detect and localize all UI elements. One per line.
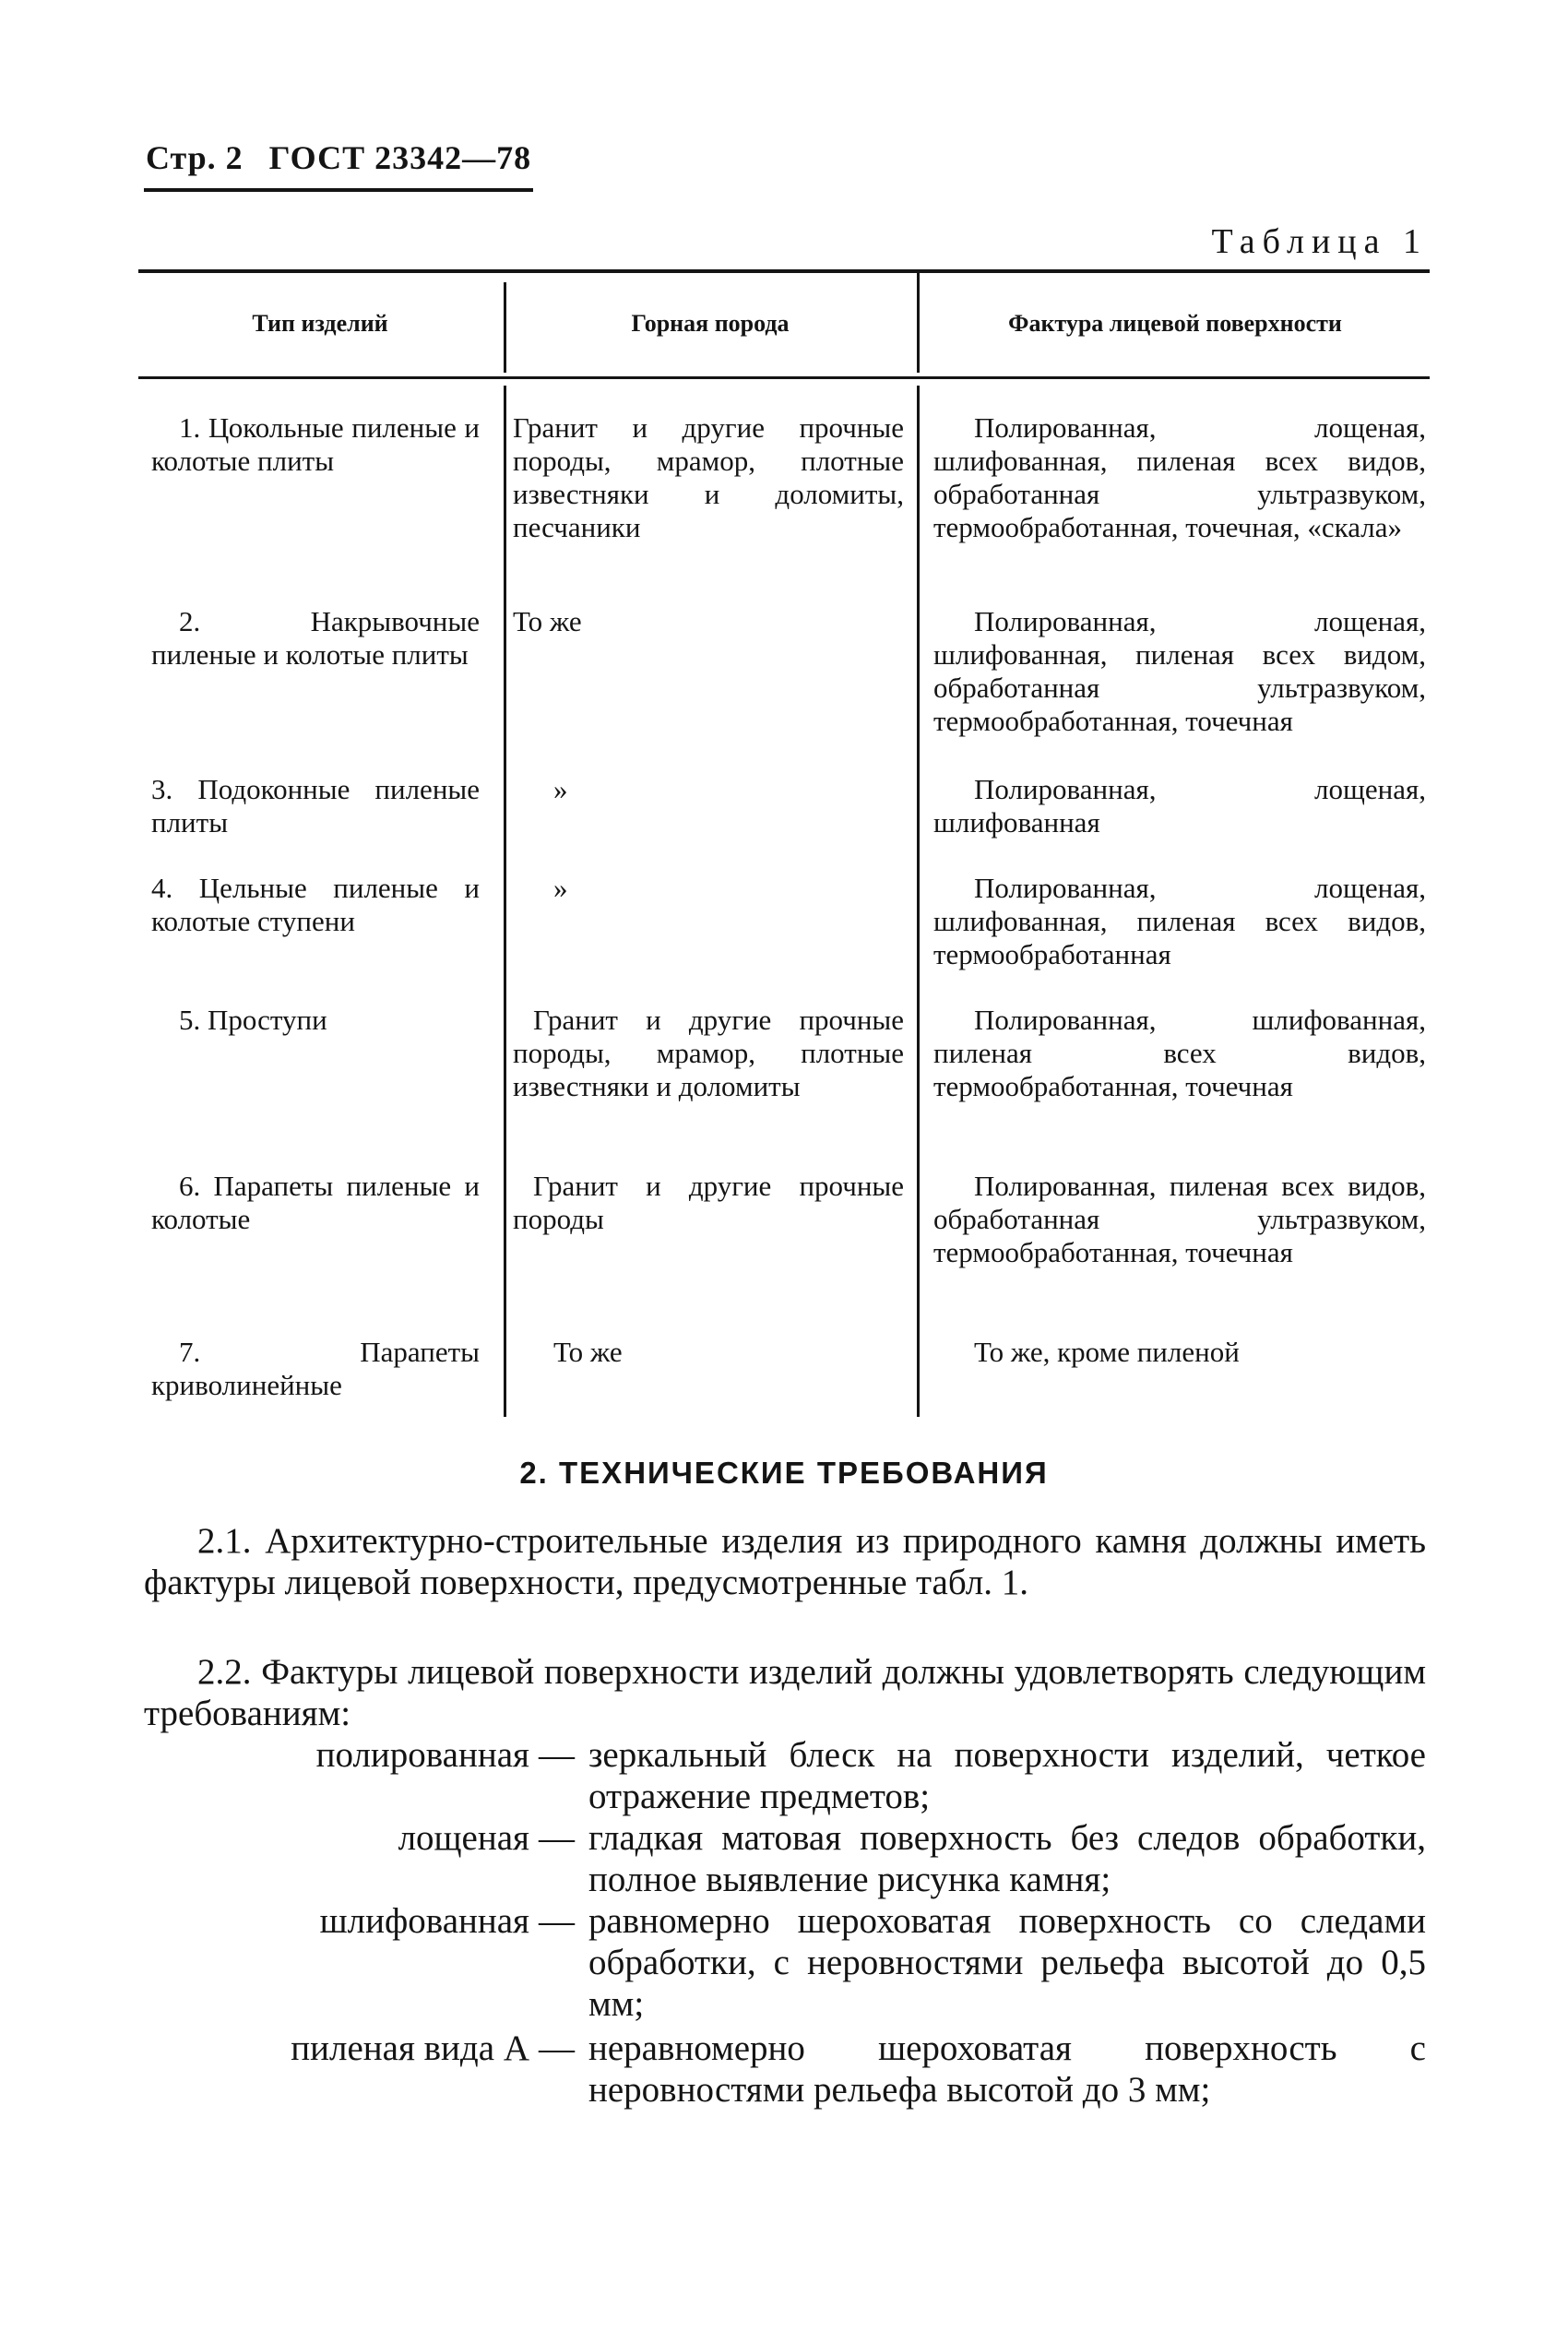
cell-type: 1. Цокольные пиленые и колотые плиты xyxy=(151,411,480,477)
cell-rock: То же xyxy=(513,605,582,637)
requirement-definition: гладкая матовая поверхность без следов обработки, полное выявление рисунка камня; xyxy=(588,1818,1426,1899)
table-column-divider xyxy=(504,386,506,1417)
requirement-dash: — xyxy=(539,2028,575,2068)
requirement-definition: неравномерно шероховатая поверхность с неровностями рельефа высотой до 3 мм; xyxy=(588,2028,1426,2110)
table-header-rule xyxy=(138,376,1430,379)
requirement-definition: равномерно шероховатая поверхность со следами обработки, с неровностями рельефа высотой до 0,5 мм; xyxy=(588,1901,1426,2024)
cell-rock: Гранит и другие прочные породы xyxy=(513,1170,904,1235)
table-header-rock: Горная порода xyxy=(631,310,790,337)
header-rule xyxy=(144,188,533,192)
requirement-dash: — xyxy=(539,1818,575,1858)
paragraph-2-2: 2.2. Фактуры лицевой поверхности изделий должны удовлетворять следующим требованиям: xyxy=(144,1652,1426,1733)
cell-rock: » xyxy=(553,773,568,805)
page-number: Стр. 2 xyxy=(146,139,244,176)
cell-texture: То же, кроме пиленой xyxy=(974,1336,1240,1368)
standard-number: ГОСТ 23342—78 xyxy=(268,139,532,176)
requirement-term: шлифованная xyxy=(319,1901,529,1941)
paragraph-2-1: 2.1. Архитектурно-строительные изделия из природного камня должны иметь фактуры лицевой поверхности, предусмотренные табл. 1. xyxy=(144,1521,1426,1602)
table-column-divider xyxy=(917,273,920,373)
table-caption: Таблица 1 xyxy=(1211,222,1428,261)
section-title: 2. ТЕХНИЧЕСКИЕ ТРЕБОВАНИЯ xyxy=(519,1456,1049,1490)
cell-type: 7. Парапеты криволинейные xyxy=(151,1336,480,1401)
running-header xyxy=(146,138,548,177)
requirement-definition: зеркальный блеск на поверхности изделий, четкое отражение предметов; xyxy=(588,1735,1426,1816)
cell-type: 4. Цельные пиленые и колотые ступени xyxy=(151,872,480,937)
table-top-rule xyxy=(138,269,1430,273)
requirement-dash: — xyxy=(539,1901,575,1941)
cell-texture: Полированная, лощеная, шлифованная, пиленая всех видом, обработанная ультразвуком, термообработанная, точечная xyxy=(933,605,1426,737)
requirement-term: полированная xyxy=(315,1735,529,1775)
requirement-dash: — xyxy=(539,1735,575,1775)
table-header-texture: Фактура лицевой поверхности xyxy=(1008,310,1342,337)
cell-type: 3. Подоконные пиленые плиты xyxy=(151,773,480,838)
cell-rock: Гранит и другие прочные породы, мрамор, плотные известняки и доломиты xyxy=(513,1004,904,1102)
cell-rock: То же xyxy=(553,1336,623,1368)
cell-type: 5. Проступи xyxy=(179,1004,327,1036)
cell-texture: Полированная, шлифованная, пиленая всех видов, термообработанная, точечная xyxy=(933,1004,1426,1102)
cell-rock: » xyxy=(553,872,568,904)
cell-texture: Полированная, лощеная, шлифованная, пиленая всех видов, термообработанная xyxy=(933,872,1426,970)
cell-type: 2. Накрывочные пиленые и колотые плиты xyxy=(151,605,480,671)
cell-type: 6. Парапеты пиленые и колотые xyxy=(151,1170,480,1235)
table-header-type: Тип изделий xyxy=(252,310,388,337)
requirement-term: пиленая вида А xyxy=(291,2028,529,2068)
requirement-term: лощеная xyxy=(398,1818,529,1858)
table-column-divider xyxy=(917,386,920,1417)
cell-texture: Полированная, лощеная, шлифованная xyxy=(933,773,1426,838)
cell-texture: Полированная, пиленая всех видов, обработанная ультразвуком, термообработанная, точечная xyxy=(933,1170,1426,1268)
cell-rock: Гранит и другие прочные породы, мрамор, плотные известняки и доломиты, песчаники xyxy=(513,411,904,543)
cell-texture: Полированная, лощеная, шлифованная, пиленая всех видов, обработанная ультразвуком, термообработанная, точечная, «скала» xyxy=(933,411,1426,543)
